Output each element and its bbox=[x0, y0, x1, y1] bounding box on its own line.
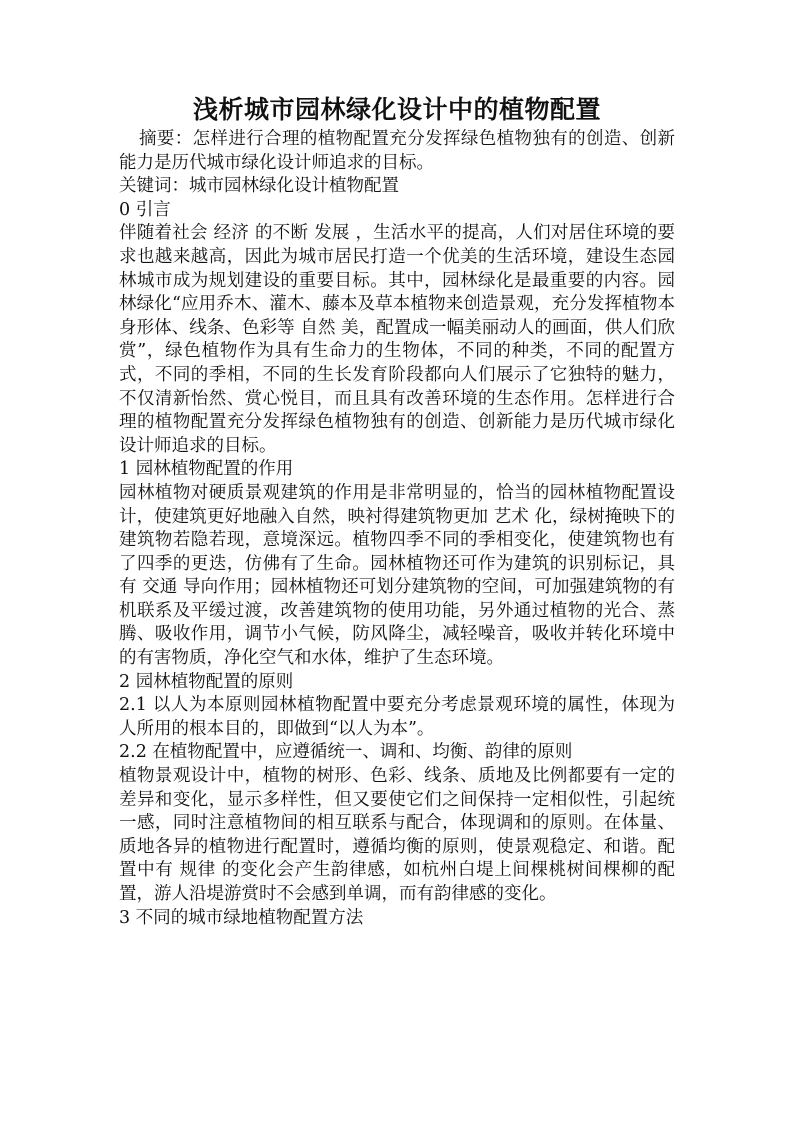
paragraph-function: 园林植物对硬质景观建筑的作用是非常明显的，恰当的园林植物配置设计，使建筑更好地融入自然，映衬得建筑物更加 艺术 化，绿树掩映下的建筑物若隐若现，意境深远。植物四季不同的季相变化，使建筑物也有了四季的更迭，仿佛有了生命。园林植物还可作为建筑的识别标记，具有 交通 导向作用；园林植物还可划分建筑物的空间，可加强建筑物的有机联系及平缓过渡，改善建筑物的使用功能，另外通过植物的光合、蒸腾、吸收作用，调节小气候，防风降尘，减轻噪音，吸收并转化环境中的有害物质，净化空气和水体，维护了生态环境。 bbox=[119, 482, 675, 669]
section-heading-function: 1 园林植物配置的作用 bbox=[119, 459, 294, 480]
document-body bbox=[119, 94, 675, 930]
document-title: 浅析城市园林绿化设计中的植物配置 bbox=[192, 95, 601, 124]
section-heading-principles: 2 园林植物配置的原则 bbox=[119, 671, 294, 692]
keywords: 关键词：城市园林绿化设计植物配置 bbox=[119, 176, 399, 197]
section-heading-intro: 0 引言 bbox=[119, 199, 171, 220]
paragraph-intro: 伴随着社会 经济 的不断 发展 ，生活水平的提高，人们对居住环境的要求也越来越高，因此为城市居民打造一个优美的生活环境，建设生态园林城市成为规划建设的重要目标。其中，园林绿化是最重要的内容。园林绿化“应用乔木、灌木、藤本及草本植物来创造景观，充分发挥植物本身形体、线条、色彩等 自然 美，配置成一幅美丽动人的画面，供人们欣赏”，绿色植物作为具有生命力的生物体，不同的种类，不同的配置方式，不同的季相，不同的生长发育阶段都向人们展示了它独特的魅力，不仅清新怡然、赏心悦目，而且具有改善环境的生态作用。怎样进行合理的植物配置充分发挥绿色植物独有的创造、创新能力是历代城市绿化设计师追求的目标。 bbox=[119, 223, 675, 456]
paragraph-principle-2-2: 2.2 在植物配置中，应遵循统一、调和、均衡、韵律的原则 bbox=[119, 742, 573, 763]
paragraph-principle-detail: 植物景观设计中，植物的树形、色彩、线条、质地及比例都要有一定的差异和变化，显示多样性，但又要使它们之间保持一定相似性，引起统一感，同时注意植物间的相互联系与配合，体现调和的原则。在体量、质地各异的植物进行配置时，遵循均衡的原则，使景观稳定、和谐。配置中有 规律 的变化会产生韵律感，如杭州白堤上间棵桃树间棵柳的配置，游人沿堤游赏时不会感到单调，而有韵律感的变化。 bbox=[119, 766, 675, 904]
paragraph-principle-2-1: 2.1 以人为本原则园林植物配置中要充分考虑景观环境的属性，体现为人所用的根本目的，即做到“以人为本”。 bbox=[119, 695, 675, 739]
section-heading-methods: 3 不同的城市绿地植物配置方法 bbox=[119, 907, 364, 928]
abstract: 摘要：怎样进行合理的植物配置充分发挥绿色植物独有的创造、创新能力是历代城市绿化设计师追求的目标。 bbox=[119, 129, 675, 173]
